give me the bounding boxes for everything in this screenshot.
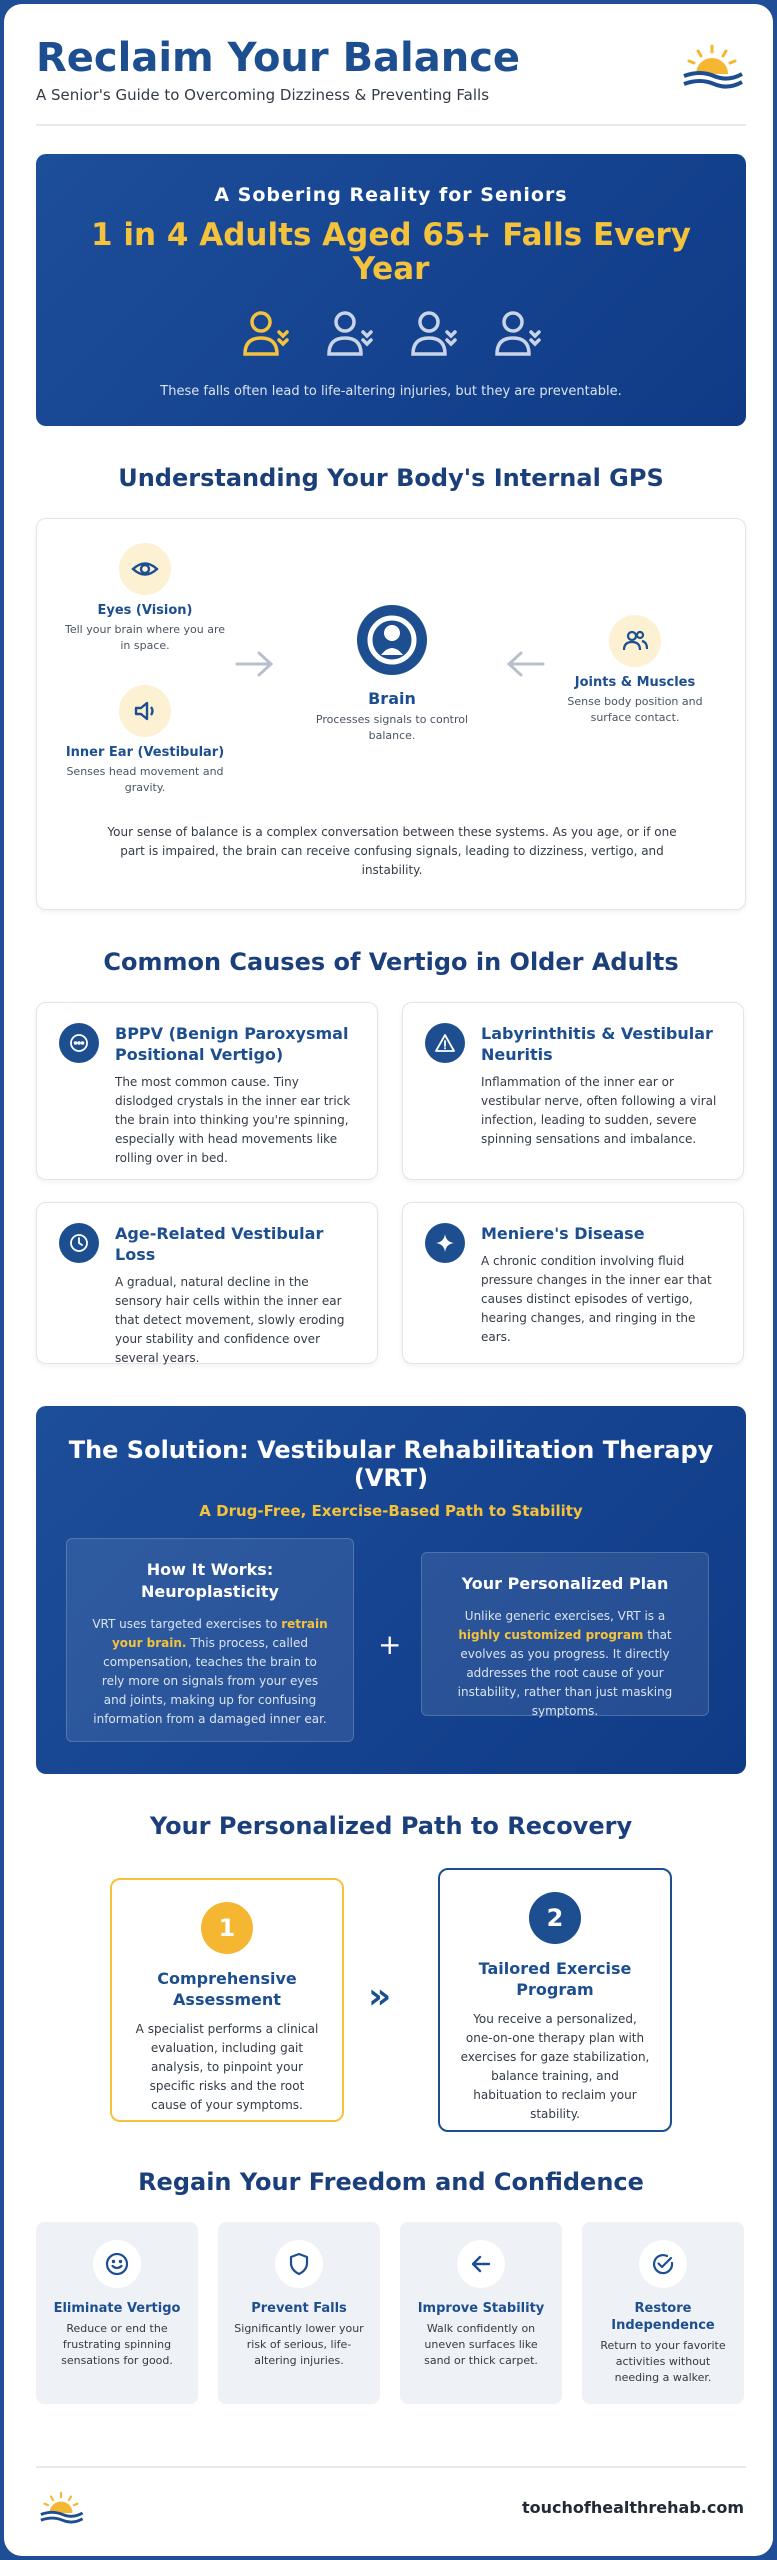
vrt-panel — [36, 1406, 746, 1774]
path-section-title: Your Personalized Path to Recovery — [149, 1812, 633, 1840]
cause-card-age-related — [36, 1202, 378, 1364]
benefit-desc: Return to your favorite activities without needing a walker. — [600, 2339, 726, 2384]
benefit-title: Improve Stability — [417, 2301, 545, 2316]
benefit-improve-stability — [400, 2222, 562, 2404]
person-highlighted-icon — [237, 306, 293, 362]
footer — [36, 2466, 746, 2536]
ear-desc: Senses head movement and gravity. — [66, 765, 224, 794]
gps-section-title-wrap — [36, 464, 746, 492]
cause-desc: Inflammation of the inner ear or vestibular nerve, often following a viral infection, leading to sudden, severe spinning sensations and imbalance. — [481, 1075, 717, 1146]
plan-desc — [446, 1607, 684, 1721]
how-it-works-box — [66, 1538, 354, 1742]
joints-title: Joints & Muscles — [574, 675, 696, 690]
joints-desc: Sense body position and surface contact. — [567, 695, 703, 724]
step-card-exercise — [438, 1868, 672, 2132]
how-text-1: VRT uses targeted exercises to — [92, 1617, 282, 1631]
sparkle-icon — [425, 1223, 465, 1263]
footer-website[interactable]: touchofhealthrehab.com — [521, 2498, 744, 2517]
eyes-node — [65, 543, 225, 654]
causes-section-title: Common Causes of Vertigo in Older Adults — [103, 948, 679, 976]
plan-text-1: Unlike generic exercises, VRT is a — [464, 1609, 666, 1623]
personalized-plan-box — [421, 1552, 709, 1716]
speaker-icon — [119, 685, 171, 737]
step-desc: A specialist performs a clinical evaluation, including gait analysis, to pinpoint your specific risks and the root cause of your symptoms. — [135, 2022, 319, 2112]
smile-icon — [93, 2240, 141, 2288]
benefit-restore-independence — [582, 2222, 744, 2404]
cause-card-labyrinthitis — [402, 1002, 744, 1180]
eyes-title: Eyes (Vision) — [97, 603, 193, 618]
ear-title: Inner Ear (Vestibular) — [65, 745, 225, 760]
infographic — [4, 4, 773, 2556]
benefit-title: Eliminate Vertigo — [53, 2301, 181, 2316]
arrow-left-icon — [503, 649, 547, 679]
eye-icon — [119, 543, 171, 595]
cause-title: Meniere's Disease — [481, 1224, 645, 1243]
brain-title: Brain — [368, 689, 416, 708]
header — [36, 36, 746, 126]
step-number: 2 — [529, 1892, 581, 1944]
cause-title: Age-Related Vestibular Loss — [115, 1224, 324, 1264]
cause-card-bppv — [36, 1002, 378, 1180]
how-text-2: This process, called compensation, teaches the brain to rely more on signals from your eyes and joints, making up for confusing information from a damaged inner ear. — [93, 1636, 327, 1726]
benefit-eliminate-vertigo — [36, 2222, 198, 2404]
eyes-desc: Tell your brain where you are in space. — [65, 623, 226, 652]
cause-title: BPPV (Benign Paroxysmal Positional Vertigo) — [115, 1024, 349, 1064]
people-icon — [609, 615, 661, 667]
benefits-section-title-wrap — [36, 2168, 746, 2196]
plus-icon: + — [378, 1628, 402, 1661]
stat-kicker: A Sobering Reality for Seniors — [214, 184, 568, 206]
page-title: Reclaim Your Balance — [36, 35, 521, 81]
clock-icon — [59, 1223, 99, 1263]
statistic-banner — [36, 154, 746, 426]
benefit-title: Restore Independence — [611, 2301, 715, 2333]
path-section-title-wrap — [36, 1812, 746, 1840]
shield-icon — [275, 2240, 323, 2288]
stat-headline: 1 in 4 Adults Aged 65+ Falls Every Year — [91, 217, 691, 287]
step-card-assessment — [110, 1878, 344, 2122]
plan-highlight: highly customized program — [458, 1628, 644, 1642]
benefit-desc: Walk confidently on uneven surfaces like sand or thick carpet. — [424, 2322, 538, 2367]
path-steps — [36, 1866, 746, 2136]
dots-icon — [59, 1023, 99, 1063]
person-icon — [321, 306, 377, 362]
benefits-section-title: Regain Your Freedom and Confidence — [138, 2168, 644, 2196]
arrow-right-icon — [233, 649, 277, 679]
how-highlight: retrain your brain. — [111, 1617, 328, 1650]
check-circle-icon — [639, 2240, 687, 2288]
step-title: Tailored Exercise Program — [478, 1959, 632, 1999]
step-title: Comprehensive Assessment — [157, 1969, 297, 2009]
brain-icon — [355, 603, 429, 677]
brain-node — [302, 603, 482, 744]
benefit-title: Prevent Falls — [251, 2301, 347, 2316]
gps-card — [36, 518, 746, 910]
cause-desc: A gradual, natural decline in the sensory hair cells within the inner ear that detect movement, slowly eroding your stability and confidence over several years. — [115, 1275, 345, 1365]
ear-node — [55, 685, 235, 796]
benefit-desc: Reduce or end the frustrating spinning sensations for good. — [61, 2322, 173, 2367]
cause-desc: The most common cause. Tiny dislodged crystals in the inner ear trick the brain into thinking you're spinning, especially with head movements like rolling over in bed. — [115, 1075, 351, 1165]
benefit-prevent-falls — [218, 2222, 380, 2404]
how-desc — [91, 1615, 329, 1729]
joints-node — [555, 615, 715, 726]
how-title: How It Works: Neuroplasticity — [141, 1560, 279, 1601]
vrt-title: The Solution: Vestibular Rehabilitation Therapy (VRT) — [68, 1436, 714, 1492]
gps-explanation: Your sense of balance is a complex conversation between these systems. As you age, or if one part is impaired, the brain can receive confusing signals, leading to dizziness, vertigo, and instability. — [107, 825, 677, 877]
plan-title: Your Personalized Plan — [461, 1574, 669, 1593]
step-number: 1 — [201, 1902, 253, 1954]
vrt-tagline: A Drug-Free, Exercise-Based Path to Stability — [199, 1502, 583, 1520]
brain-desc: Processes signals to control balance. — [315, 713, 469, 742]
gps-section-title: Understanding Your Body's Internal GPS — [118, 464, 664, 492]
cause-card-menieres — [402, 1202, 744, 1364]
person-icon — [489, 306, 545, 362]
plan-text-2: that evolves as you progress. It directly addresses the root cause of your instability, rather than just masking symptoms. — [457, 1628, 673, 1718]
chevrons-right-icon: » — [368, 1976, 392, 2017]
person-icon — [405, 306, 461, 362]
benefit-desc: Significantly lower your risk of serious, life-altering injuries. — [234, 2322, 364, 2367]
cause-title: Labyrinthitis & Vestibular Neuritis — [481, 1024, 713, 1064]
warning-icon — [425, 1023, 465, 1063]
page-subtitle: A Senior's Guide to Overcoming Dizziness & Preventing Falls — [36, 86, 490, 104]
sun-wave-logo-icon — [38, 2490, 84, 2526]
stat-note: These falls often lead to life-altering injuries, but they are preventable. — [160, 384, 622, 399]
arrow-left-icon — [457, 2240, 505, 2288]
causes-section-title-wrap — [36, 948, 746, 976]
step-desc: You receive a personalized, one-on-one therapy plan with exercises for gaze stabilization, balance training, and habituation to reclaim your stability. — [460, 2012, 650, 2121]
cause-desc: A chronic condition involving fluid pressure changes in the inner ear that causes distinct episodes of vertigo, hearing changes, and ringing in the ears. — [481, 1254, 712, 1344]
causes-grid — [36, 1002, 746, 1364]
people-row — [36, 306, 746, 362]
sun-wave-logo-icon — [680, 42, 744, 92]
